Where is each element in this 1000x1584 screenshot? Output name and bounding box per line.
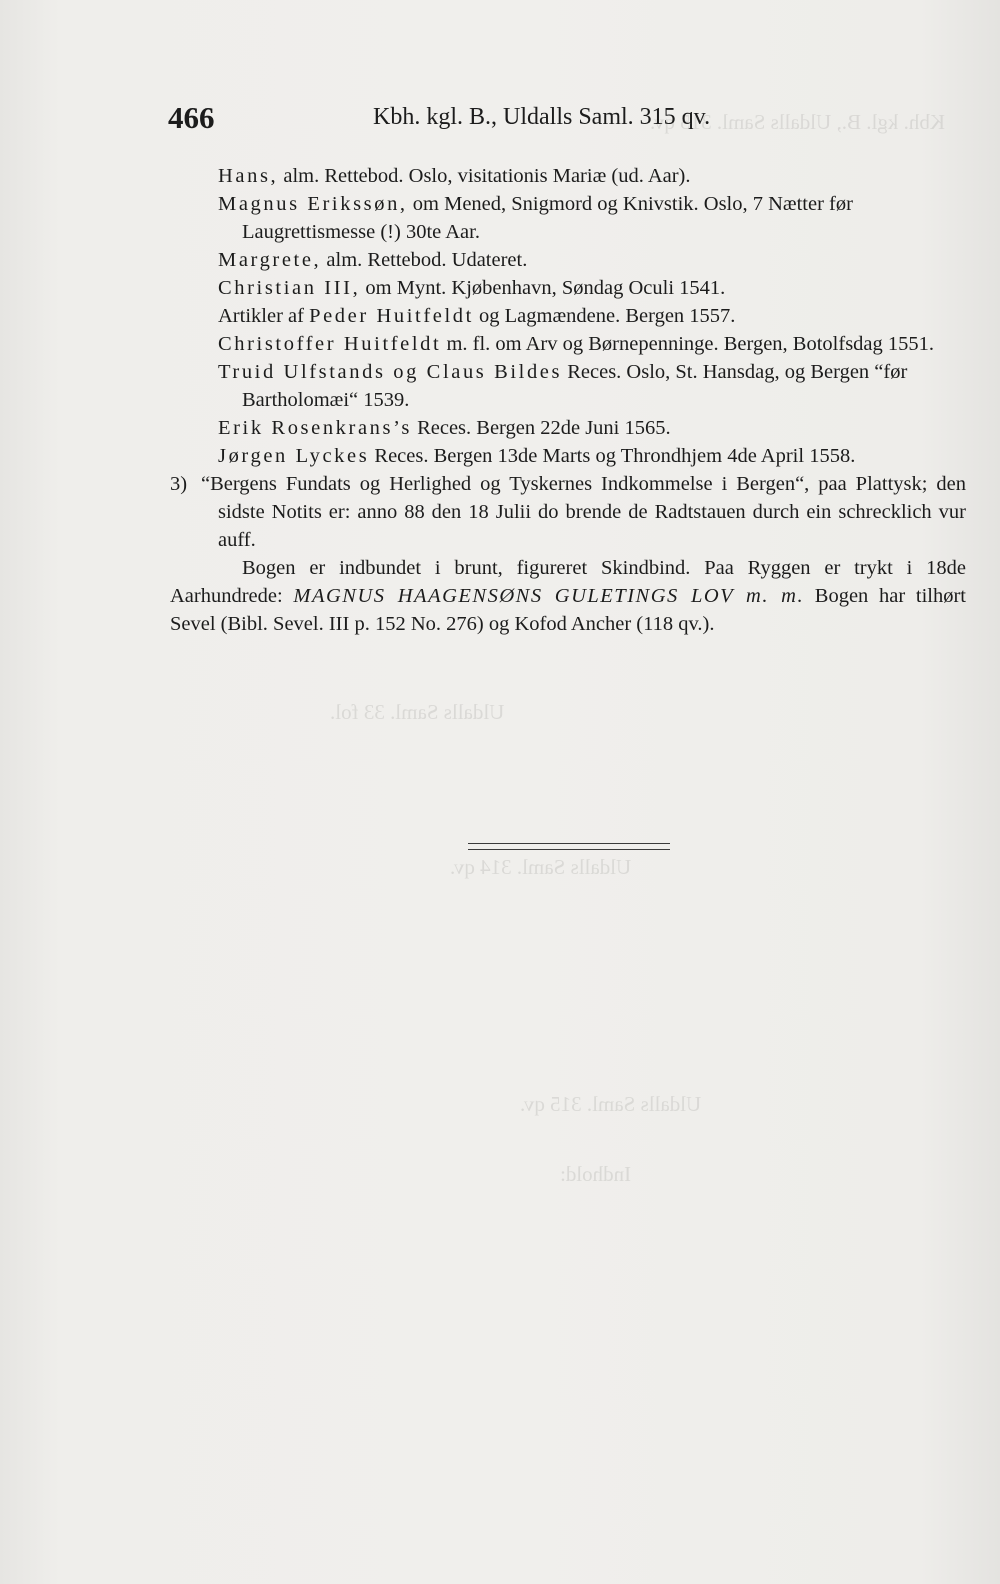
running-head bbox=[168, 100, 768, 140]
entry-text: og Lagmændene. Bergen 1557. bbox=[473, 305, 736, 327]
page-number: 466 bbox=[168, 100, 215, 135]
entry-name: Peder Huitfeldt bbox=[309, 305, 474, 327]
description-paragraph bbox=[170, 554, 966, 638]
spine-title: MAGNUS HAAGENSØNS GULETINGS LOV m. m. bbox=[293, 585, 805, 607]
entry-name: Hans, bbox=[218, 165, 279, 187]
text-body bbox=[170, 162, 966, 638]
entry-text: alm. Rettebod. Udateret. bbox=[321, 249, 528, 271]
entry-name: Truid Ulfstands og Claus Bildes bbox=[218, 361, 563, 383]
entry-text: om Mynt. Kjøbenhavn, Søndag Oculi 1541. bbox=[360, 277, 726, 299]
entry-text: Reces. Bergen 22de Juni 1565. bbox=[411, 417, 671, 439]
description-text: Bogen er indbundet i brunt, figureret Skindbind. Paa Ryggen er trykt i 18de Aarhundrede: bbox=[170, 557, 966, 607]
entry-text: Reces. Oslo, St. Hansdag, og Bergen “før Bartholomæi“ 1539. bbox=[242, 361, 908, 411]
list-item bbox=[170, 330, 966, 358]
entry-text: om Mened, Snigmord og Knivstik. Oslo, 7 Nætter før Laugrettismesse (!) 30te Aar. bbox=[242, 193, 853, 243]
list-item bbox=[170, 190, 966, 246]
list-item bbox=[170, 414, 966, 442]
entry-prefix: Artikler af bbox=[218, 305, 310, 327]
note-number: 3) bbox=[170, 473, 188, 495]
list-item bbox=[170, 442, 966, 470]
list-item bbox=[170, 358, 966, 414]
show-through-text: Uldalls Saml. 315 qv. bbox=[520, 1092, 702, 1116]
entry-text: alm. Rettebod. Oslo, visitationis Mariæ (ud. Aar). bbox=[278, 165, 691, 187]
entry-text: Reces. Bergen 13de Marts og Throndhjem 4de April 1558. bbox=[369, 445, 856, 467]
show-through-text: Kbh. kgl. B., Uldalls Saml. 315 qv. bbox=[650, 110, 945, 134]
entry-name: Magnus Erikssøn, bbox=[218, 193, 408, 215]
show-through-text: Indhold: bbox=[560, 1162, 632, 1186]
numbered-note bbox=[170, 470, 966, 554]
entry-name: Jørgen Lyckes bbox=[218, 445, 370, 467]
description-text-end: Bogen har tilhørt Sevel (Bibl. Sevel. III p. 152 No. 276) og Kofod Ancher (118 qv.). bbox=[170, 585, 966, 635]
entry-text: m. fl. om Arv og Børnepenninge. Bergen, Botolfsdag 1551. bbox=[441, 333, 935, 355]
list-item bbox=[170, 274, 966, 302]
running-title: Kbh. kgl. B., Uldalls Saml. 315 qv. bbox=[373, 104, 711, 130]
list-item bbox=[170, 162, 966, 190]
entry-name: Margrete, bbox=[218, 249, 322, 271]
show-through-text: Uldalls Saml. 314 qv. bbox=[450, 855, 632, 879]
entry-name: Christian III, bbox=[218, 277, 361, 299]
entry-name: Erik Rosenkrans’s bbox=[218, 417, 412, 439]
list-item bbox=[170, 302, 966, 330]
double-rule-divider bbox=[468, 843, 670, 850]
show-through-text: Uldalls Saml. 33 fol. bbox=[330, 700, 505, 724]
list-item bbox=[170, 246, 966, 274]
note-text: “Bergens Fundats og Herlighed og Tyskernes Indkommelse i Bergen“, paa Plattysk; den sidste Notits er: anno 88 den 18 Julii do brende de Radtstauen durch ein schrecklich vur auff. bbox=[200, 473, 967, 551]
entry-name: Christoffer Huitfeldt bbox=[218, 333, 442, 355]
